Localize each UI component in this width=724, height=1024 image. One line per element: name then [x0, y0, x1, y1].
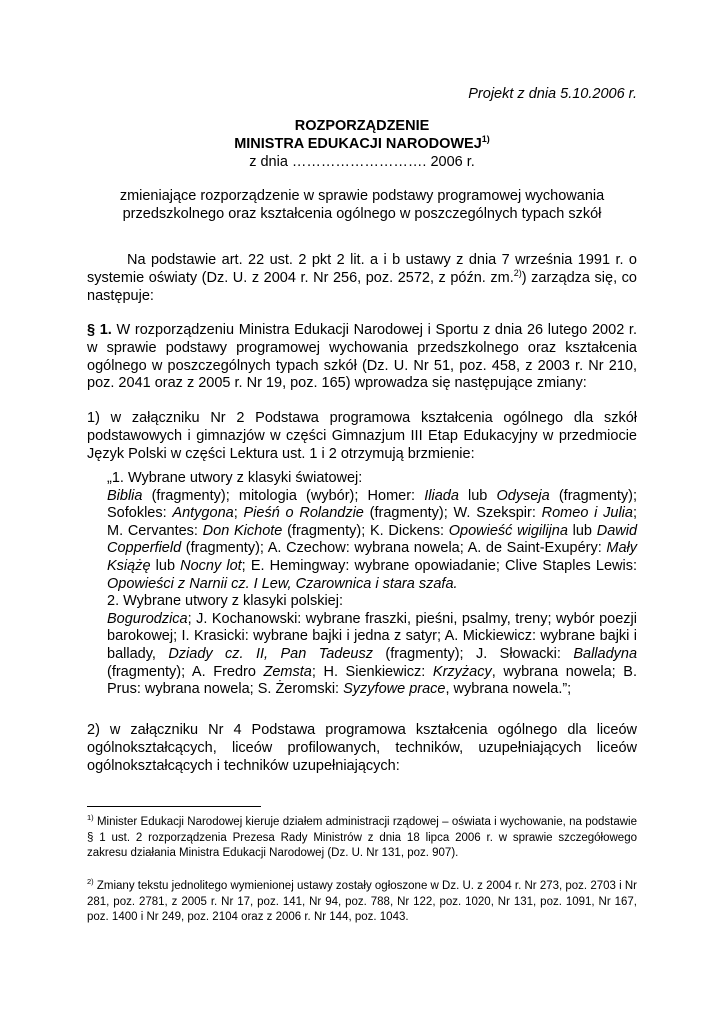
title-run: Opowieści z Narnii cz. I Lew, Czarownica i stara szafa.	[107, 575, 458, 592]
title-run: Antygona	[172, 505, 234, 522]
text-run: ;	[233, 505, 244, 522]
text-run: , wybrana nowela; B. Prus: wybrana nowela; S. Żeromski:	[107, 663, 637, 698]
title-run: Odyseja	[496, 487, 550, 504]
footnote-ref-1: 1)	[481, 134, 490, 145]
quote-item-2-body	[107, 611, 637, 699]
title-run: Syzyfowe prace	[343, 681, 446, 698]
text-run: (fragmenty); W. Szekspir:	[363, 505, 542, 522]
footnote-1	[87, 815, 637, 862]
text-run: (fragmenty); J. Słowacki:	[373, 645, 574, 662]
title-run: Dawid Copperfield	[107, 522, 638, 557]
text-run: ; J. Kochanowski: wybrane fraszki, pieśni, psalmy, treny; wybór poezji barokowej; I. Krasicki: wybrane bajki i jedna z satyr; A. Mickiewicz: wybrane bajki i ballady,	[107, 610, 637, 662]
title-run: Zemsta	[263, 663, 312, 680]
title-run: Balladyna	[573, 645, 638, 662]
point-1: 1) w załączniku Nr 2 Podstawa programowa kształcenia ogólnego dla szkół podstawowych i gimnazjów w części Gimnazjum III Etap Edukacyjny w przedmiocie Język Polski w części Lektura ust. 1 i 2 otrzymują brzmienie:	[87, 410, 637, 462]
text-run: , wybrana nowela.”;	[445, 681, 572, 698]
section-1-text: W rozporządzeniu Ministra Edukacji Narodowej i Sportu z dnia 26 lutego 2002 r. w sprawie podstawy programowej wychowania przedszkolnego oraz kształcenia ogólnego w poszczególnych typach szkół (Dz. U. Nr 51, poz. 458, z 2003 r. Nr 210, poz. 2041 oraz z 2005 r. Nr 19, poz. 165) wprowadza się następujące zmiany:	[87, 322, 637, 392]
text-run: (fragmenty); A. Fredro	[107, 663, 264, 680]
text-run: ; E. Hemingway: wybrane opowiadanie; Clive Staples Lewis:	[241, 557, 637, 574]
preamble-text-end: ) zarządza się, co następuje:	[87, 269, 637, 304]
text-run: lub	[567, 522, 597, 539]
text-run: (fragmenty); K. Dickens:	[282, 522, 449, 539]
title-run: Don Kichote	[202, 522, 283, 539]
footnote-2	[87, 879, 637, 926]
title-run: Krzyżacy	[432, 663, 492, 680]
quote-item-1-body	[107, 488, 637, 594]
preamble	[87, 252, 637, 305]
title-run: Iliada	[424, 487, 459, 504]
title-run: Bogurodzica	[107, 610, 188, 627]
document-type-title: ROZPORZĄDZENIE	[294, 118, 430, 134]
title-run: Opowieść wigilijna	[448, 522, 568, 539]
footnote-1-text: Minister Edukacji Narodowej kieruje działem administracji rządowej – oświata i wychowanie, na podstawie § 1 ust. 2 rozporządzenia Prezesa Rady Ministrów z dnia 18 lipca 2006 r. w sprawie szczegółowego zakresu działania Ministra Edukacji Narodowej (Dz. U. Nr 131, poz. 907).	[87, 816, 637, 859]
issuer-title-text: MINISTRA EDUKACJI NARODOWEJ	[234, 136, 482, 152]
title-run: Dziady cz. II, Pan Tadeusz	[168, 645, 373, 662]
text-run: (fragmenty); Sofokles:	[107, 487, 638, 522]
title-run: Mały Książę	[107, 540, 637, 574]
text-run: lub	[458, 487, 497, 504]
quote-item-2-heading: 2. Wybrane utwory z klasyki polskiej:	[107, 593, 343, 610]
section-1-label: § 1.	[87, 322, 112, 338]
title-run: Nocny lot	[180, 557, 242, 574]
footnote-1-ref: 1)	[87, 813, 94, 823]
quoted-amendment	[107, 470, 637, 699]
date-line: z dnia ………………………. 2006 r.	[249, 154, 475, 170]
title-run: Pieśń o Rolandzie	[243, 505, 364, 522]
issuer-title	[87, 136, 637, 152]
title-run: Romeo i Julia	[541, 505, 633, 522]
draft-note: Projekt z dnia 5.10.2006 r.	[468, 86, 637, 102]
preamble-text: Na podstawie art. 22 ust. 2 pkt 2 lit. a i b ustawy z dnia 7 września 1991 r. o systemie oświaty (Dz. U. z 2004 r. Nr 256, poz. 2572, z późn. zm.	[87, 252, 637, 286]
text-run: lub	[150, 557, 181, 574]
subject-line: zmieniające rozporządzenie w sprawie podstawy programowej wychowania przedszkolnego oraz kształcenia ogólnego w poszczególnych typach szkół	[119, 188, 605, 222]
text-run: (fragmenty); mitologia (wybór); Homer:	[142, 487, 425, 504]
title-run: Biblia	[107, 487, 143, 504]
text-run: (fragmenty); A. Czechow: wybrana nowela; A. de Saint-Exupéry:	[181, 540, 607, 557]
footnote-ref-2: 2)	[513, 267, 522, 278]
point-2: 2) w załączniku Nr 4 Podstawa programowa kształcenia ogólnego dla liceów ogólnokształcących, liceów profilowanych, techników, uzupełniających liceów ogólnokształcących i techników uzupełniających:	[87, 722, 637, 774]
text-run: ; H. Sienkiewicz:	[311, 663, 433, 680]
section-1	[87, 322, 637, 393]
footnote-divider	[87, 806, 261, 807]
footnote-2-text: Zmiany tekstu jednolitego wymienionej ustawy zostały ogłoszone w Dz. U. z 2004 r. Nr 273, poz. 2703 i Nr 281, poz. 2781, z 2005 r. Nr 17, poz. 141, Nr 94, poz. 788, Nr 122, poz. 1020, Nr 131, poz. 1091, Nr 167, poz. 1400 i Nr 249, poz. 2104 oraz z 2006 r. Nr 144, poz. 1043.	[87, 880, 637, 923]
quote-item-1-heading: „1. Wybrane utwory z klasyki światowej:	[107, 470, 363, 486]
footnote-2-ref: 2)	[87, 877, 94, 887]
text-run: ; M. Cervantes:	[107, 505, 637, 539]
